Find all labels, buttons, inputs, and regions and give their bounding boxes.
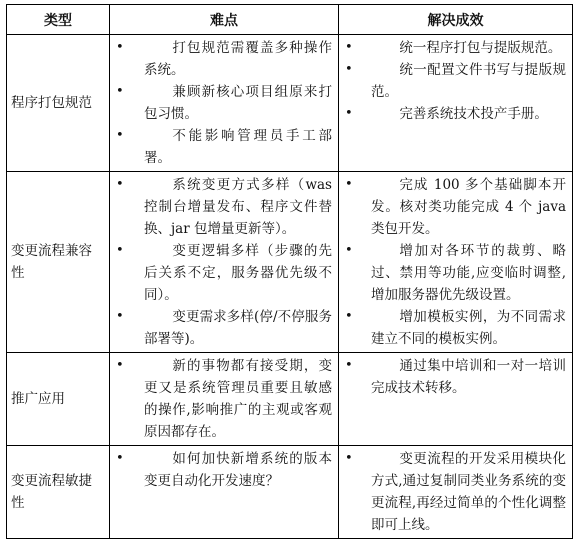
result-list: [339, 353, 572, 401]
solution-table-container: [6, 4, 572, 533]
difficulty-cell: [110, 35, 339, 172]
difficulty-solution-table: [6, 4, 573, 539]
type-cell: 程序打包规范: [7, 35, 110, 172]
bullet-icon: •: [116, 309, 124, 324]
bullet-icon: •: [345, 243, 353, 258]
difficulty-cell: [110, 446, 339, 539]
type-cell: 推广应用: [7, 353, 110, 446]
list-item: • 打包规范需覆盖多种操作系统。: [110, 37, 332, 81]
type-cell: 变更流程兼容性: [7, 172, 110, 353]
result-cell: [339, 353, 573, 446]
difficulty-list: [110, 446, 338, 494]
table-row: [7, 35, 573, 172]
list-item: • 统一配置文件书写与提版规范。: [339, 59, 566, 103]
result-list: [339, 172, 572, 352]
bullet-icon: •: [345, 177, 353, 192]
difficulty-list: [110, 353, 338, 445]
bullet-icon: •: [116, 177, 124, 192]
table-row: [7, 353, 573, 446]
list-item: • 增加对各环节的裁剪、略过、禁用等功能,应变临时调整,增加服务器优先级设置。: [339, 240, 566, 306]
bullet-icon: •: [116, 40, 124, 55]
bullet-icon: •: [345, 40, 353, 55]
list-item: • 变更逻辑多样（步骤的先后关系不定，服务器优先级不同）。: [110, 240, 332, 306]
header-result: 解决成效: [339, 5, 573, 35]
header-type: 类型: [7, 5, 110, 35]
list-item: • 变更需求多样(停/不停服务部署等)。: [110, 306, 332, 350]
bullet-icon: •: [345, 62, 353, 77]
bullet-icon: •: [345, 309, 353, 324]
list-item: • 不能影响管理员手工部署。: [110, 125, 332, 169]
type-cell: 变更流程敏捷性: [7, 446, 110, 539]
list-item: • 完成 100 多个基础脚本开发。核对类功能完成 4 个 java 类包开发。: [339, 174, 566, 240]
result-cell: [339, 35, 573, 172]
difficulty-list: [110, 35, 338, 171]
table-header-row: [7, 5, 573, 35]
bullet-icon: •: [116, 451, 124, 466]
result-cell: [339, 172, 573, 353]
header-difficulty: 难点: [110, 5, 339, 35]
list-item: • 变更流程的开发采用模块化方式,通过复制同类业务系统的变更流程,再经过简单的个性化调整即可上线。: [339, 448, 566, 536]
result-list: [339, 446, 572, 538]
bullet-icon: •: [116, 243, 124, 258]
list-item: • 如何加快新增系统的版本变更自动化开发速度？: [110, 448, 332, 492]
list-item: • 完善系统技术投产手册。: [339, 103, 566, 125]
list-item: • 新的事物都有接受期，变更又是系统管理员重要且敏感的操作,影响推广的主观或客观原因都存在。: [110, 355, 332, 443]
result-cell: [339, 446, 573, 539]
bullet-icon: •: [345, 106, 353, 121]
bullet-icon: •: [116, 128, 124, 143]
list-item: • 兼顾新核心项目组原来打包习惯。: [110, 81, 332, 125]
table-row: [7, 446, 573, 539]
list-item: • 增加模板实例，为不同需求建立不同的模板实例。: [339, 306, 566, 350]
table-row: [7, 172, 573, 353]
bullet-icon: •: [345, 358, 353, 373]
list-item: • 统一程序打包与提版规范。: [339, 37, 566, 59]
bullet-icon: •: [116, 84, 124, 99]
difficulty-cell: [110, 172, 339, 353]
difficulty-list: [110, 172, 338, 352]
difficulty-cell: [110, 353, 339, 446]
bullet-icon: •: [345, 451, 353, 466]
bullet-icon: •: [116, 358, 124, 373]
list-item: • 通过集中培训和一对一培训完成技术转移。: [339, 355, 566, 399]
result-list: [339, 35, 572, 127]
list-item: • 系统变更方式多样（was 控制台增量发布、程序文件替换、jar 包增量更新等）。: [110, 174, 332, 240]
